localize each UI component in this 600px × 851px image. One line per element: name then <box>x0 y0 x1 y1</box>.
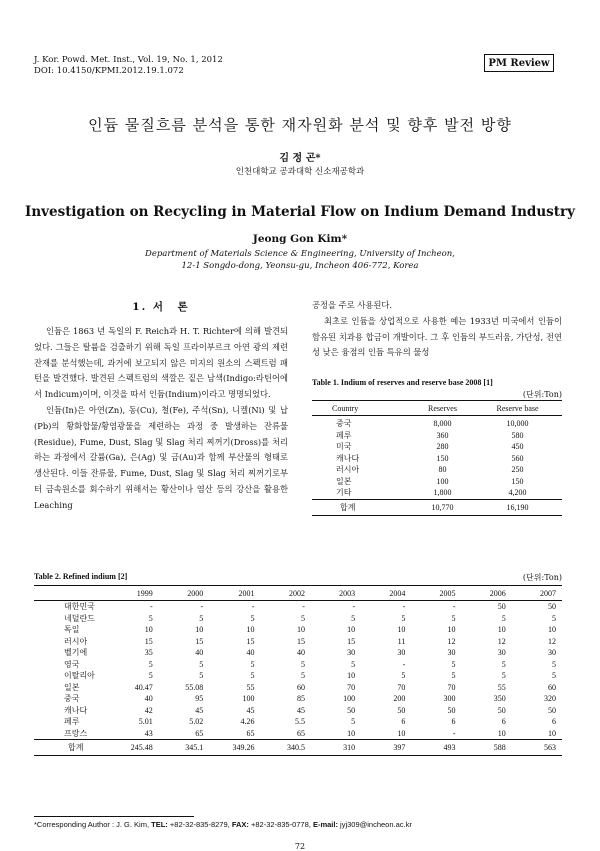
footnote-rule <box>34 816 194 817</box>
table2-cell: 70 <box>347 682 356 692</box>
table1-cell: 16,190 <box>506 502 529 512</box>
section-heading: 1. 서 론 <box>132 301 190 313</box>
table2-cell: 397 <box>393 743 406 752</box>
table2-cell: 350 <box>493 694 506 704</box>
table2-cell: 5 <box>351 613 356 623</box>
table2-header: 2002 <box>288 588 305 598</box>
table2-cell: 일본 <box>64 682 80 692</box>
table2-cell: - <box>452 602 456 612</box>
table2-cell: 5 <box>148 659 153 669</box>
table2-cell: 5 <box>300 659 305 669</box>
table2-cell: 이탈리아 <box>64 671 95 681</box>
journal-citation: J. Kor. Powd. Met. Inst., Vol. 19, No. 1, 2012 <box>34 55 223 65</box>
table2-cell: 60 <box>296 682 305 692</box>
table1-cell: 280 <box>436 442 449 452</box>
table2-cell: 5 <box>300 613 305 623</box>
table1-header: Reserve base <box>496 403 539 413</box>
table1-row <box>312 416 562 430</box>
table2-cell: 10 <box>347 625 356 635</box>
table2-cell: - <box>302 602 305 612</box>
table1-block <box>312 378 562 516</box>
table1-cell: 4,200 <box>508 488 527 498</box>
affiliation-line: Department of Materials Science & Engineering, University of Incheon, <box>145 249 455 259</box>
affiliation-korean: 인천대학교 공과대학 신소재공학과 <box>235 167 365 177</box>
table2-row <box>34 705 562 717</box>
table2-cell: 100 <box>343 694 356 704</box>
table1-cell: 10,000 <box>506 419 529 429</box>
table2-cell: 5 <box>451 659 456 669</box>
table2-cell: - <box>402 659 406 669</box>
table2-cell: 5 <box>199 659 204 669</box>
table1-row <box>312 476 562 488</box>
table2-cell: 50 <box>497 705 506 715</box>
table2-cell: 563 <box>544 743 556 752</box>
table2-cell: 55 <box>246 682 255 692</box>
table1-cell: 미국 <box>336 442 352 452</box>
table2-caption-row <box>34 572 562 583</box>
footnote <box>34 820 412 829</box>
paragraph: 인듐은 1863 년 독일의 F. Reich과 H. T. Richter에 의해 발견되었다. 그들은 탈륨을 검출하기 위해 독일 프라이부르크 아연 광의 제련 잔재를 분석했는데, 과거에 보고되지 않은 미지의 원소의 스펙트럼 패턴을 발견했다. 발견된 스펙트럼의 색깔은 짙은 남색(Indigo:라틴어에서 Indicum)이며, 이것을 따서 인듐(Indium)이라고 명명되었다. <box>34 326 288 400</box>
table2-cell: 50 <box>497 602 506 612</box>
fax: +82-32-835-0778, <box>248 820 313 829</box>
table2-cell: 합계 <box>68 743 84 752</box>
table2-cell: 10 <box>497 625 506 635</box>
title-korean: 인듐 물질흐름 분석을 통한 재자원화 분석 및 향후 발전 방향 <box>88 116 512 134</box>
table2-header: 2004 <box>389 588 406 598</box>
table2-cell: 6 <box>501 717 506 727</box>
table1-cell: 150 <box>436 453 449 463</box>
table2-cell: 벨기에 <box>64 648 88 658</box>
table2-cell: - <box>150 602 153 612</box>
table1 <box>312 400 562 516</box>
table1-cell: 러시아 <box>336 465 360 475</box>
table2-header: 2007 <box>540 588 556 598</box>
table2-cell: 40 <box>296 648 305 658</box>
affiliation-line: 12-1 Songdo-dong, Yeonsu-gu, Incheon 406-772, Korea <box>181 261 419 271</box>
table2-cell: 5 <box>501 613 506 623</box>
tel: +82-32-835-8279, <box>167 820 232 829</box>
table2-cell: 65 <box>195 728 204 738</box>
table2-cell: 15 <box>347 636 356 646</box>
table2-cell: - <box>452 728 456 738</box>
table2-cell: 30 <box>347 648 356 658</box>
author-korean: 김 정 곤* <box>279 153 321 164</box>
table1-cell: 80 <box>438 465 447 475</box>
table1-cell: 10,770 <box>431 502 454 512</box>
table2-cell: 43 <box>144 728 153 738</box>
table2-cell: 70 <box>447 682 456 692</box>
table2-cell: 5 <box>501 659 506 669</box>
table2-cell: 349.26 <box>232 743 255 752</box>
table2-row <box>34 670 562 682</box>
table2-cell: 300 <box>443 694 456 704</box>
table2-cell: 320 <box>544 694 556 704</box>
table2-cell: 5 <box>148 671 153 681</box>
table1-cell: 캐나다 <box>336 453 360 463</box>
table2-cell: 5 <box>250 613 255 623</box>
table1-cell: 100 <box>436 476 449 486</box>
table2-cell: 30 <box>397 648 406 658</box>
table2-cell: - <box>200 602 204 612</box>
table2-header: 1999 <box>136 588 153 598</box>
table2-cell: 10 <box>447 625 456 635</box>
table2-cell: 10 <box>144 625 153 635</box>
table2-cell: 5.01 <box>138 717 153 727</box>
table1-unit: (단위:Ton) <box>522 390 562 399</box>
table1-cell: 560 <box>511 453 524 463</box>
table2-cell: 페루 <box>64 717 80 727</box>
table2-cell: 40.47 <box>134 682 153 692</box>
table2-cell: 50 <box>447 705 456 715</box>
affiliation-english <box>0 248 600 272</box>
table2-cell: 40 <box>144 694 153 704</box>
table2-cell: 5 <box>552 659 556 669</box>
title-english: Investigation on Recycling in Material Flow on Indium Demand Industry <box>25 204 575 220</box>
table2-cell: 10 <box>347 728 356 738</box>
table2-cell: 중국 <box>64 694 80 704</box>
table2-cell: 독일 <box>64 625 80 635</box>
table2-cell: 캐나다 <box>64 705 88 715</box>
table1-total-row <box>312 499 562 515</box>
table2-unit: (단위:Ton) <box>522 573 562 582</box>
tel-label: TEL: <box>151 820 168 829</box>
table2-cell: 30 <box>447 648 456 658</box>
paragraph: 인듐(In)은 아연(Zn), 동(Cu), 철(Fe), 주석(Sn), 니켈(Ni) 및 납(Pb)의 황화합물/황염광물을 제련하는 과정 중 발생하는 잔류물(Residue), Fume, Dust, Slag 및 Slag 처리 찌꺼기(Dross)를 처리하는 과정에서 갈륨(Ga), 은(Ag) 및 금(Au)과 함께 부산물의 형태로 생산된다. 이들 잔류물, Fume, Dust, Slag 및 Slag 처리 찌꺼기로부터 금속원소를 회수하기 위해서는 황산이나 염산 등의 강산을 활용한 Leaching <box>34 404 288 510</box>
table2-cell: 대한민국 <box>64 602 95 612</box>
table2-row <box>34 624 562 636</box>
table2-header-row <box>34 586 562 601</box>
table2-cell: 30 <box>548 648 556 658</box>
table2-row <box>34 728 562 740</box>
table2 <box>34 585 562 756</box>
table2-cell: - <box>352 602 356 612</box>
email: jyj309@incheon.ac.kr <box>337 820 412 829</box>
table2-cell: 15 <box>144 636 153 646</box>
table2-cell: 50 <box>397 705 406 715</box>
table1-row <box>312 464 562 476</box>
table2-row <box>34 647 562 659</box>
table2-cell: 42 <box>144 705 153 715</box>
table2-cell: 11 <box>397 636 406 646</box>
table2-cell: 10 <box>497 728 506 738</box>
table2-cell: 5 <box>451 671 456 681</box>
table2-row <box>34 613 562 625</box>
table2-cell: 10 <box>195 625 204 635</box>
table2-total-row <box>34 740 562 756</box>
table2-row <box>34 682 562 694</box>
table2-cell: 10 <box>296 625 305 635</box>
table2-row <box>34 636 562 648</box>
table2-cell: 5 <box>351 717 356 727</box>
table2-row <box>34 693 562 705</box>
table1-cell: 250 <box>511 465 524 475</box>
table1-header: Country <box>332 403 359 413</box>
table2-cell: - <box>402 602 406 612</box>
table1-cell: 페루 <box>336 430 352 440</box>
table2-block <box>34 572 562 756</box>
table2-cell: 45 <box>195 705 204 715</box>
table2-cell: 10 <box>246 625 255 635</box>
paragraph: 최초로 인듐을 상업적으로 사용한 예는 1933년 미국에서 인듐이 함유된 치과용 합금이 개발이다. 그 후 인듐의 부드러움, 가단성, 전연성 낮은 융점의 인듐 특유의 물성 <box>312 315 562 358</box>
table2-cell: 5 <box>250 671 255 681</box>
table2-cell: 55 <box>497 682 506 692</box>
table1-row <box>312 430 562 442</box>
table2-cell: 5.02 <box>189 717 204 727</box>
table2-header: 2003 <box>339 588 356 598</box>
table2-cell: 5 <box>552 671 556 681</box>
table1-cell: 580 <box>511 430 524 440</box>
table2-cell: 200 <box>393 694 406 704</box>
table2-cell: 245.48 <box>130 743 153 752</box>
table2-cell: 6 <box>401 717 406 727</box>
table1-header: Reserves <box>428 403 457 413</box>
table2-row <box>34 601 562 613</box>
table2-cell: 영국 <box>64 659 80 669</box>
right-column <box>312 298 562 361</box>
table2-cell: 30 <box>497 648 506 658</box>
table2-cell: 네덜란드 <box>64 613 95 623</box>
table2-cell: 40 <box>246 648 255 658</box>
table2-cell: 65 <box>296 728 305 738</box>
table2-cell: 6 <box>552 717 556 727</box>
table2-cell: 345.1 <box>185 743 204 752</box>
table2-cell: 프랑스 <box>64 728 88 738</box>
table2-cell: 50 <box>548 602 556 612</box>
table2-cell: 55.08 <box>185 682 204 692</box>
table1-cell: 450 <box>511 442 524 452</box>
table1-row <box>312 487 562 499</box>
table1-row <box>312 441 562 453</box>
table2-row <box>34 716 562 728</box>
table1-cell: 일본 <box>336 476 352 486</box>
table2-cell: 10 <box>548 625 556 635</box>
paragraph: 공정을 주로 사용된다. <box>312 300 393 310</box>
table2-caption: Table 2. Refined indium [2] <box>34 572 128 581</box>
table2-cell: 5 <box>451 613 456 623</box>
table2-cell: 40 <box>195 648 204 658</box>
table1-cell: 1,800 <box>433 488 452 498</box>
table2-cell: 6 <box>451 717 456 727</box>
table1-cell: 기타 <box>336 488 352 498</box>
table2-cell: 50 <box>347 705 356 715</box>
table2-cell: 러시아 <box>64 636 88 646</box>
table2-header <box>34 586 107 601</box>
table2-cell: 5 <box>351 659 356 669</box>
table2-cell: 5 <box>199 671 204 681</box>
table2-cell: 60 <box>548 682 556 692</box>
table2-cell: 10 <box>548 728 556 738</box>
table2-cell: 10 <box>397 728 406 738</box>
table2-cell: 10 <box>347 671 356 681</box>
doi: DOI: 10.4150/KPMI.2012.19.1.072 <box>34 66 184 76</box>
table2-header: 2001 <box>238 588 255 598</box>
table2-cell: 15 <box>195 636 204 646</box>
table2-cell: 5 <box>552 613 556 623</box>
table1-cell: 합계 <box>340 502 356 512</box>
author-english: Jeong Gon Kim* <box>252 233 348 245</box>
email-label: E-mail: <box>312 820 338 829</box>
footnote-prefix: *Corresponding Author : J. G. Kim, <box>34 820 152 829</box>
table2-cell: 100 <box>242 694 255 704</box>
table2-cell: 12 <box>497 636 506 646</box>
table2-cell: 5 <box>401 671 406 681</box>
table2-cell: - <box>251 602 255 612</box>
table2-cell: 588 <box>493 743 506 752</box>
table1-cell: 150 <box>511 476 524 486</box>
table2-cell: 50 <box>548 705 556 715</box>
table1-caption: Table 1. Indium of reserves and reserve base 2008 [1] <box>312 378 493 387</box>
table2-cell: 310 <box>343 743 356 752</box>
table2-cell: 15 <box>246 636 255 646</box>
table2-cell: 12 <box>447 636 456 646</box>
table1-cell: 360 <box>436 430 449 440</box>
left-column <box>34 324 288 514</box>
table2-cell: 5.5 <box>294 717 305 727</box>
table2-cell: 70 <box>397 682 406 692</box>
table2-cell: 5 <box>148 613 153 623</box>
table1-header-row <box>312 401 562 416</box>
table2-cell: 340.5 <box>286 743 305 752</box>
table2-cell: 4.26 <box>240 717 255 727</box>
table2-cell: 15 <box>296 636 305 646</box>
table2-header: 2006 <box>489 588 506 598</box>
table2-cell: 10 <box>397 625 406 635</box>
review-badge: PM Review <box>484 54 554 72</box>
table2-cell: 5 <box>300 671 305 681</box>
table1-cell: 8,000 <box>433 419 452 429</box>
page-number: 72 <box>294 842 306 851</box>
table1-cell: 중국 <box>336 419 352 429</box>
table2-cell: 45 <box>296 705 305 715</box>
table1-row <box>312 453 562 465</box>
fax-label: FAX: <box>231 820 249 829</box>
table2-cell: 65 <box>246 728 255 738</box>
table2-cell: 85 <box>296 694 305 704</box>
table2-cell: 12 <box>548 636 556 646</box>
table2-cell: 5 <box>250 659 255 669</box>
table2-header: 2000 <box>187 588 204 598</box>
table2-cell: 35 <box>144 648 153 658</box>
table2-cell: 493 <box>443 743 456 752</box>
table2-cell: 5 <box>501 671 506 681</box>
table2-cell: 95 <box>195 694 204 704</box>
table2-header: 2005 <box>439 588 456 598</box>
table2-cell: 5 <box>401 613 406 623</box>
table2-cell: 5 <box>199 613 204 623</box>
journal-header <box>34 55 223 77</box>
table2-row <box>34 659 562 671</box>
table2-cell: 45 <box>246 705 255 715</box>
